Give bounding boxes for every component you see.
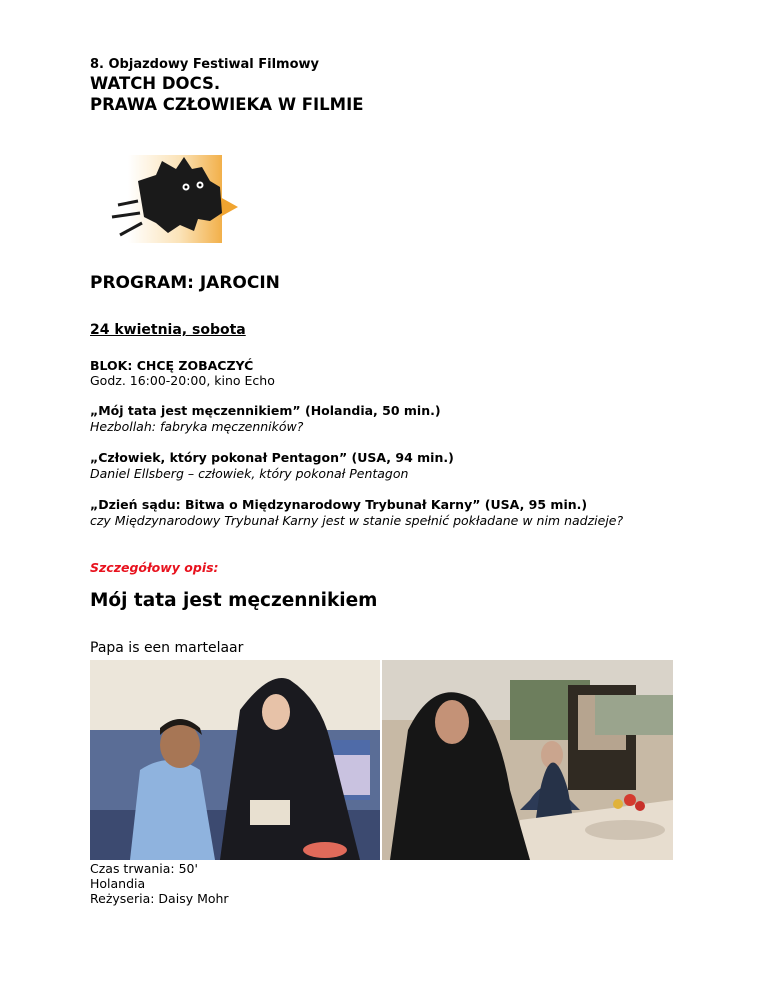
details-label: Szczegółowy opis: [90,560,219,575]
film-duration: Czas trwania: 50' [90,861,198,876]
block-info: Godz. 16:00-20:00, kino Echo [90,373,275,388]
film-still-photo [90,660,673,860]
block-title: BLOK: CHCĘ ZOBACZYĆ [90,358,254,373]
festival-name: 8. Objazdowy Festiwal Filmowy [90,57,320,72]
film-section-title: Mój tata jest męczennikiem [90,590,378,611]
film-subtitle: Hezbollah: fabryka męczenników? [90,419,304,434]
film-country: Holandia [90,876,146,891]
film-title: „Człowiek, który pokonał Pentagon” (USA, 94 min.) [90,450,454,465]
film-subtitle: Daniel Ellsberg – człowiek, który pokonał Pentagon [90,466,409,481]
film-subtitle: czy Międzynarodowy Trybunał Karny jest w stanie spełnić pokładane w nim nadzieje? [90,513,624,528]
film-entry [90,450,454,482]
film-title: „Mój tata jest męczennikiem” (Holandia, 50 min.) [90,403,441,418]
program-heading: PROGRAM: JAROCIN [90,273,280,293]
program-date: 24 kwietnia, sobota [90,322,246,338]
festival-title-line1: WATCH DOCS. [90,74,221,93]
film-entry [90,403,441,435]
film-entry [90,497,623,529]
original-title: Papa is een martelaar [90,640,244,656]
megaphone-creature-logo [98,155,240,245]
film-director: Reżyseria: Daisy Mohr [90,891,229,906]
film-title: „Dzień sądu: Bitwa o Międzynarodowy Trybunał Karny” (USA, 95 min.) [90,497,588,512]
festival-title-line2: PRAWA CZŁOWIEKA W FILMIE [90,95,364,114]
